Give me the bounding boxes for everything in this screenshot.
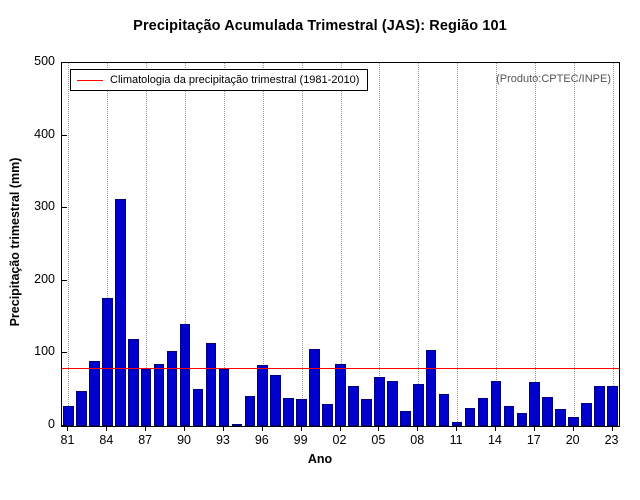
gridline-vertical [457, 63, 459, 426]
bar [542, 397, 553, 426]
x-axis-tick [612, 425, 613, 431]
bar [63, 406, 74, 426]
x-axis-tick [573, 425, 574, 431]
x-axis-tick-label: 93 [215, 433, 230, 447]
y-axis-tick-label: 400 [34, 126, 55, 141]
x-axis-tick-label: 05 [371, 433, 386, 447]
y-axis-label: Precipitação trimestral (mm) [8, 157, 22, 326]
x-axis-tick-label: 90 [177, 433, 191, 447]
y-axis-tick [61, 135, 67, 136]
bar [504, 406, 515, 426]
y-axis-tick [61, 62, 67, 63]
bar [89, 361, 100, 426]
y-axis-tick [61, 207, 67, 208]
plot-area [61, 62, 620, 427]
gridline-vertical [379, 63, 381, 426]
legend [70, 69, 368, 91]
bar [128, 339, 139, 426]
bar [154, 364, 165, 426]
legend-item-label: Climatologia da precipitação trimestral (1981-2010) [110, 74, 360, 86]
x-axis-tick-label: 08 [410, 433, 425, 447]
x-axis-tick [262, 425, 263, 431]
y-axis-tick [61, 352, 67, 353]
bar [115, 199, 126, 426]
gridline-vertical [535, 63, 537, 426]
bar [219, 369, 230, 426]
bar [193, 389, 204, 426]
x-axis-tick [184, 425, 185, 431]
x-axis-tick [378, 425, 379, 431]
gridline-vertical [496, 63, 498, 426]
x-axis-tick-label: 02 [332, 433, 347, 447]
bar [361, 399, 372, 426]
bar [283, 398, 294, 426]
bar [400, 411, 411, 426]
x-axis-tick [67, 425, 68, 431]
y-axis-tick-label: 200 [34, 271, 55, 286]
gridline-vertical [418, 63, 420, 426]
bar [322, 404, 333, 427]
y-axis-tick-label: 0 [48, 417, 55, 431]
bar [141, 369, 152, 426]
bar [581, 403, 592, 426]
gridline-vertical [574, 63, 576, 426]
x-axis-tick-label: 11 [449, 433, 463, 447]
bar [465, 408, 476, 426]
bar [413, 384, 424, 426]
x-axis-tick-label: 96 [254, 433, 269, 447]
x-axis-tick [340, 425, 341, 431]
bar [374, 377, 385, 426]
bar [167, 351, 178, 426]
chart-title: Precipitação Acumulada Trimestral (JAS): Região 101 [133, 18, 507, 34]
bar [76, 391, 87, 426]
x-axis-label: Ano [307, 452, 333, 466]
x-axis-tick-label: 99 [293, 433, 308, 447]
gridline-vertical [68, 63, 70, 426]
bar [309, 349, 320, 426]
gridline-vertical [613, 63, 615, 426]
y-axis-tick [61, 280, 67, 281]
legend-line-swatch [77, 80, 103, 81]
source-annotation: (Produto:CPTEC/INPE) [496, 73, 611, 85]
x-axis-tick-label: 14 [487, 433, 502, 447]
bar [529, 382, 540, 426]
x-axis-tick [417, 425, 418, 431]
climatology-line [62, 368, 619, 369]
bar [232, 424, 243, 426]
bar [348, 386, 359, 426]
gridline-vertical [302, 63, 304, 426]
bar [517, 413, 528, 426]
x-axis-tick-label: 20 [565, 433, 580, 447]
x-axis-tick [106, 425, 107, 431]
x-axis-tick-label: 17 [526, 433, 541, 447]
x-axis-tick [223, 425, 224, 431]
x-axis-tick-label: 84 [99, 433, 114, 447]
x-axis-tick [534, 425, 535, 431]
bar [607, 386, 618, 426]
bar [555, 409, 566, 426]
bar [594, 386, 605, 426]
y-axis-tick-label: 500 [34, 54, 55, 68]
bar [102, 298, 113, 427]
bar [335, 364, 346, 426]
x-axis-tick [301, 425, 302, 431]
bar [206, 343, 217, 426]
bar [180, 324, 191, 426]
x-axis-tick [145, 425, 146, 431]
bar [478, 398, 489, 426]
bar [270, 375, 281, 426]
bar [387, 381, 398, 426]
bar [439, 394, 450, 426]
y-axis-tick-label: 300 [34, 199, 55, 214]
bar [257, 365, 268, 426]
bar [426, 350, 437, 426]
y-axis-tick [61, 425, 67, 426]
x-axis-tick-label: 87 [138, 433, 153, 447]
y-axis-tick-label: 100 [34, 344, 55, 359]
bar [245, 396, 256, 426]
x-axis-tick [456, 425, 457, 431]
bar [491, 381, 502, 426]
x-axis-tick-label: 81 [60, 433, 75, 447]
bar [296, 399, 307, 426]
x-axis-tick [495, 425, 496, 431]
x-axis-tick-label: 23 [604, 433, 619, 447]
